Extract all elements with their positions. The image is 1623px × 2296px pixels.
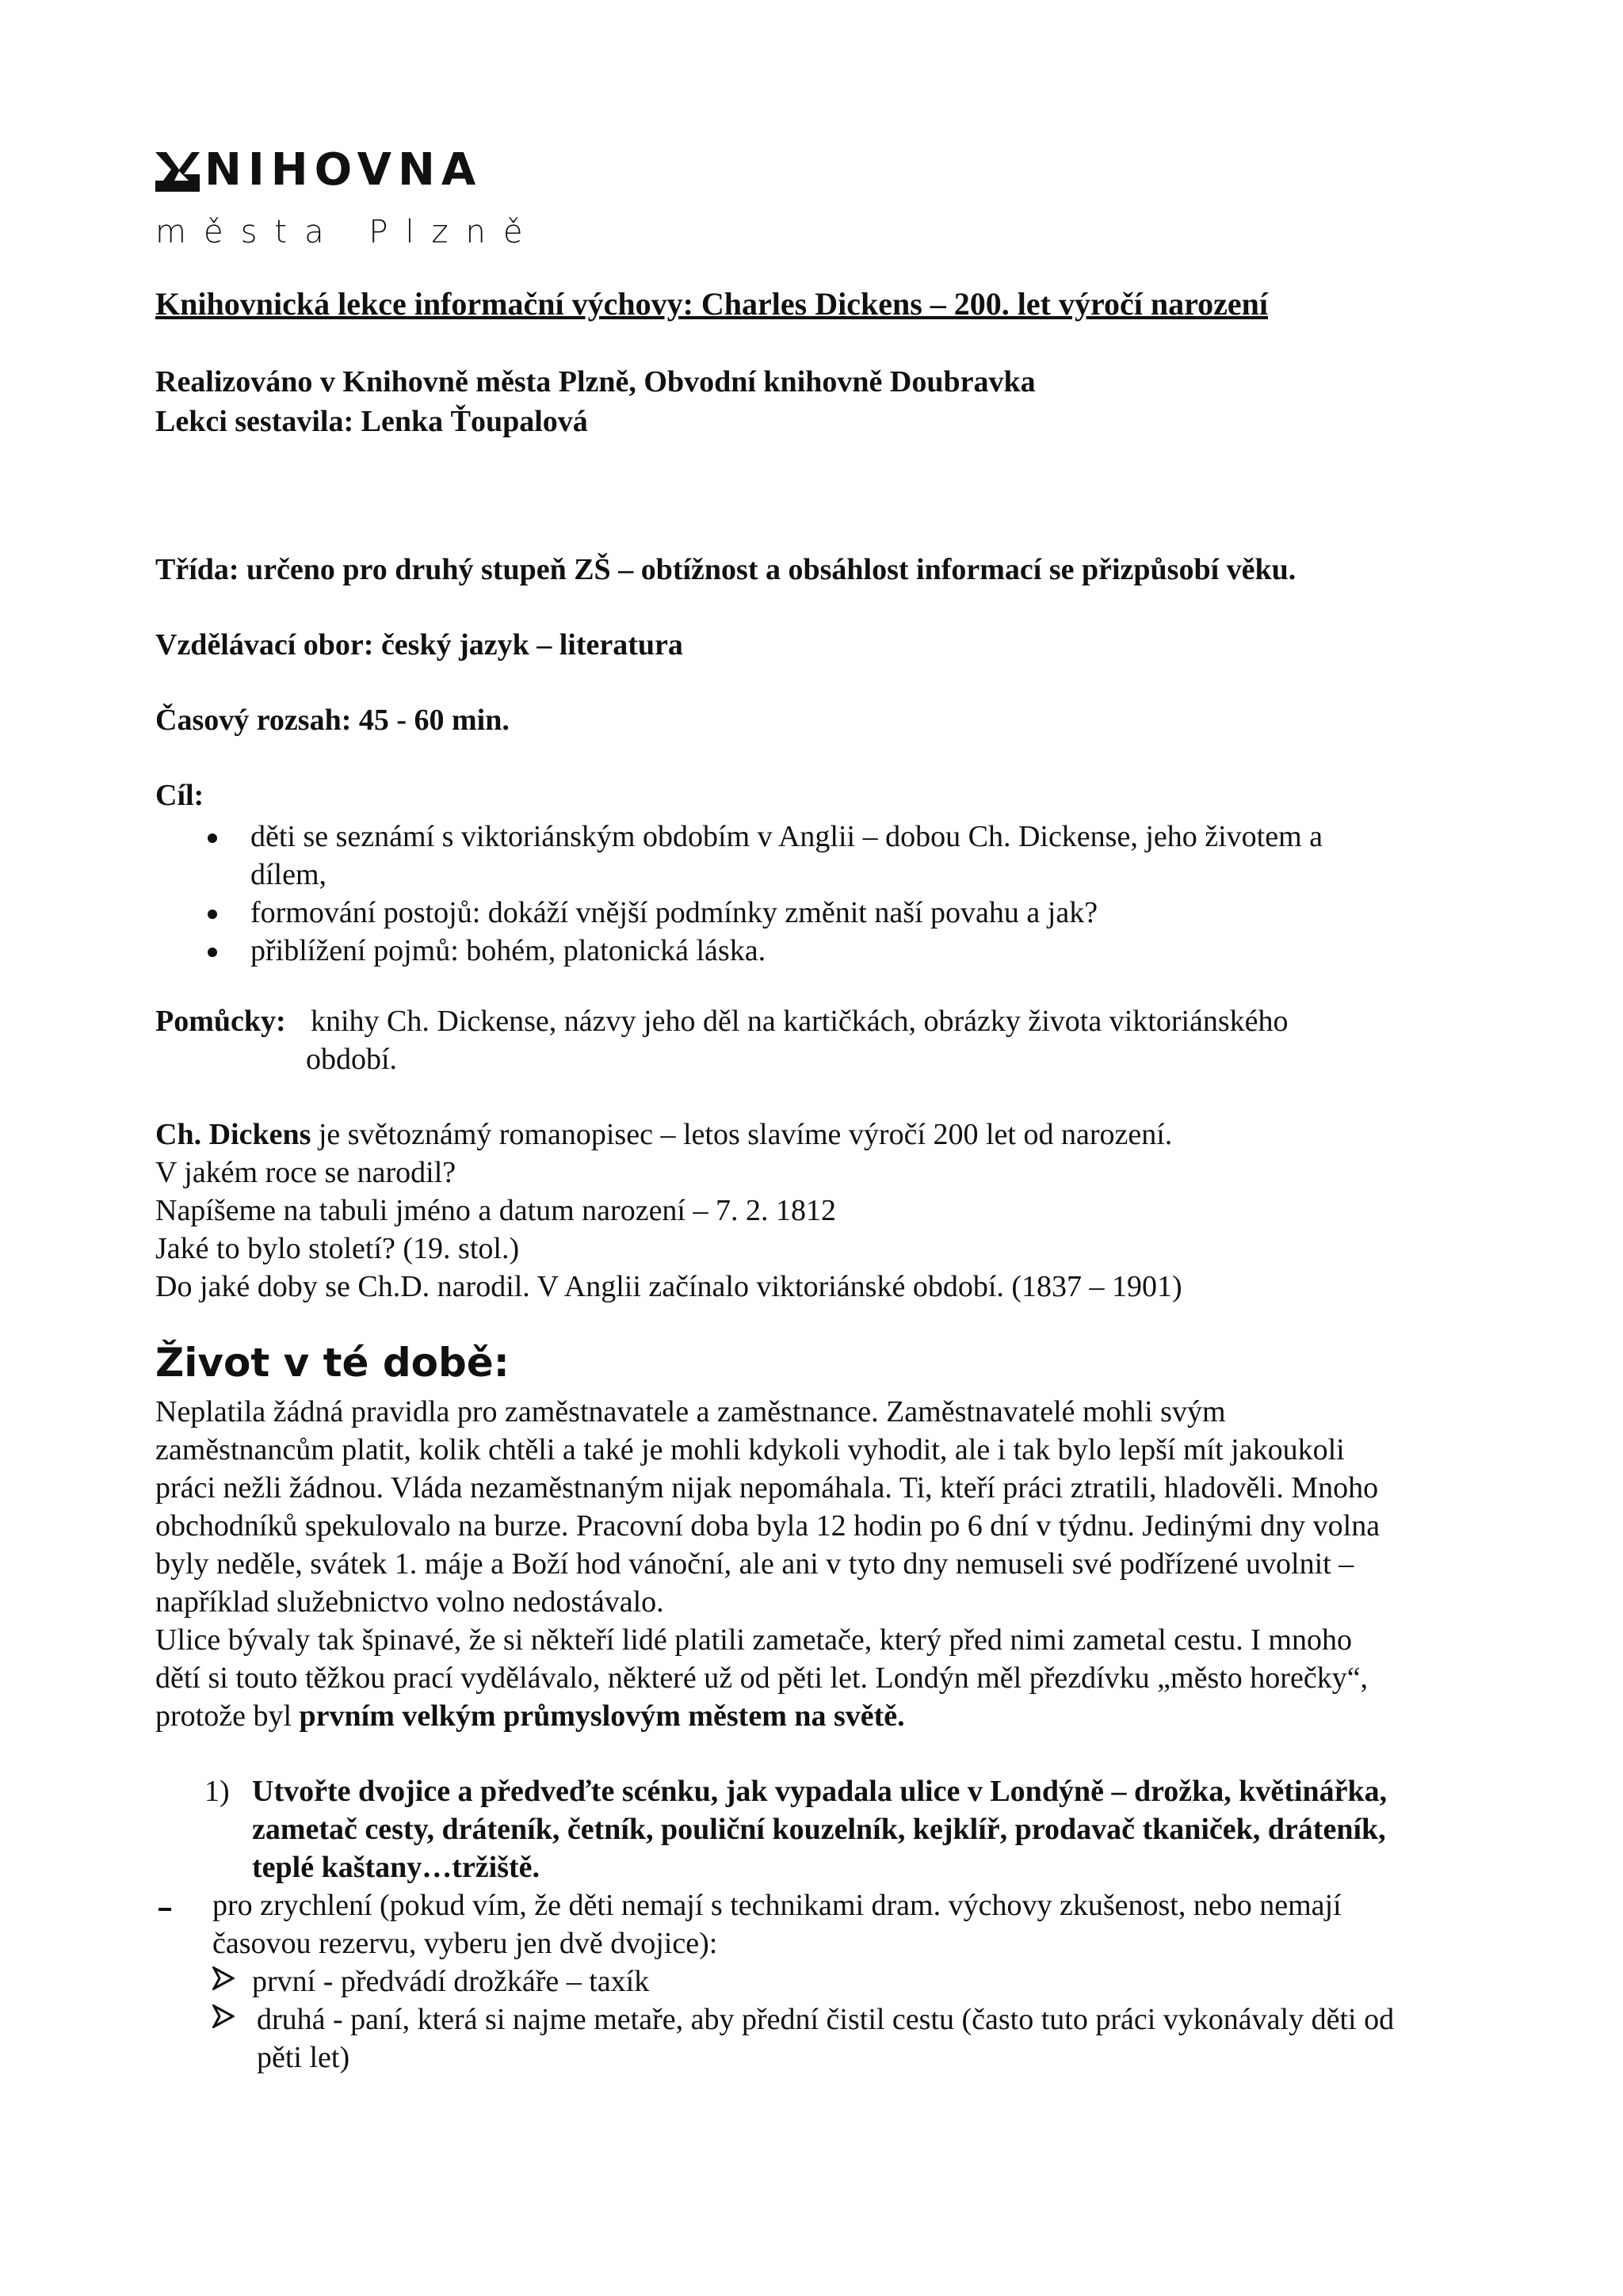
body-line-9-bold: prvním velkým průmyslovým městem na světě. <box>299 1699 905 1733</box>
logo-subtitle: města Plzně <box>155 214 540 250</box>
task-number: 1) <box>204 1775 230 1808</box>
meta-author: Lekci sestavila: Lenka Ťoupalová <box>155 405 588 438</box>
body-line-8: dětí si touto těžkou prací vydělávalo, některé už od pěti let. Londýn měl přezdívku „město horečky“, <box>155 1661 1369 1695</box>
goal-item-1-line-2: dílem, <box>250 858 327 891</box>
body-line-7: Ulice bývaly tak špinavé, že si někteří lidé platili zametače, který před nimi zametal cestu. I mnoho <box>155 1623 1352 1657</box>
arrow-bullet-icon <box>212 2004 235 2028</box>
intro-line-4: Jaké to bylo století? (19. stol.) <box>155 1232 520 1265</box>
aids-line-2: období. <box>306 1043 398 1076</box>
intro-name: Ch. Dickens <box>155 1118 311 1151</box>
task-line-1: Utvořte dvojice a předveďte scénku, jak vypadala ulice v Londýně – drožka, květinářka, <box>252 1775 1388 1808</box>
task-line-3: teplé kaštany…tržiště. <box>252 1851 540 1884</box>
body-line-5: byly neděle, svátek 1. máje a Boží hod vánoční, ale ani v tyto dny nemuseli své podřízené uvolnit – <box>155 1547 1354 1581</box>
task-line-2: zametač cesty, dráteník, četník, pouliční kouzelník, kejklíř, prodavač tkaniček, dráteník, <box>252 1813 1386 1846</box>
logo-word: NIHOVNA <box>204 144 483 196</box>
bullet-icon <box>208 833 217 843</box>
note-line-1: pro zrychlení (pokud vím, že děti nemají s technikami dram. výchovy zkušenost, nebo nemají <box>212 1889 1342 1922</box>
library-logo <box>155 144 567 254</box>
goal-item-2: formování postojů: dokáží vnější podmínky změnit naší povahu a jak? <box>250 896 1098 929</box>
note-arrow-item-2-line-1: druhá - paní, která si najme metaře, aby přední čistil cestu (často tuto práci vykonávaly děti od <box>257 2003 1395 2036</box>
intro-line-3: Napíšeme na tabuli jméno a datum narození – 7. 2. 1812 <box>155 1194 836 1227</box>
intro-line-1-rest: je světoznámý romanopisec – letos slavíme výročí 200 let od narození. <box>311 1118 1173 1151</box>
aids-line-1: knihy Ch. Dickense, názvy jeho děl na kartičkách, obrázky života viktoriánského <box>311 1005 1289 1038</box>
bullet-icon <box>208 948 217 957</box>
body-line-3: práci nežli žádnou. Vláda nezaměstnaným nijak nepomáhala. Ti, kteří práci ztratili, hladověli. Mnoho <box>155 1471 1379 1505</box>
intro-line-1 <box>155 1116 1172 1154</box>
info-subject: Vzdělávací obor: český jazyk – literatura <box>155 628 683 662</box>
body-line-9 <box>155 1697 905 1735</box>
note-arrow-item-2-line-2: pěti let) <box>257 2041 350 2074</box>
dash-icon <box>158 1908 171 1911</box>
intro-line-2: V jakém roce se narodil? <box>155 1156 456 1189</box>
body-line-4: obchodníků spekulovalo na burze. Pracovní doba byla 12 hodin po 6 dní v týdnu. Jedinými dny volna <box>155 1509 1381 1543</box>
body-line-1: Neplatila žádná pravidla pro zaměstnavatele a zaměstnance. Zaměstnavatelé mohli svým <box>155 1395 1226 1428</box>
intro-line-5: Do jaké doby se Ch.D. narodil. V Anglii začínalo viktoriánské období. (1837 – 1901) <box>155 1270 1182 1303</box>
meta-location: Realizováno v Knihovně města Plzně, Obvodní knihovně Doubravka <box>155 365 1036 399</box>
info-duration: Časový rozsah: 45 - 60 min. <box>155 704 510 737</box>
logo-k-mark-icon <box>155 152 200 192</box>
body-line-2: zaměstnancům platit, kolik chtěli a také je mohli kdykoli vyhodit, ale i tak bylo lepší mít jakoukoli <box>155 1433 1345 1466</box>
goal-item-3: přiblížení pojmů: bohém, platonická láska. <box>250 934 766 967</box>
aids-label: Pomůcky: <box>155 1005 286 1038</box>
bullet-icon <box>208 910 217 919</box>
info-class: Třída: určeno pro druhý stupeň ZŠ – obtížnost a obsáhlost informací se přizpůsobí věku. <box>155 553 1296 586</box>
body-line-9-start: protože byl <box>155 1699 300 1733</box>
info-goal-label: Cíl: <box>155 779 204 812</box>
body-line-6: například služebnictvo volno nedostávalo. <box>155 1585 664 1619</box>
note-line-2: časovou rezervu, vyberu jen dvě dvojice): <box>212 1927 718 1960</box>
note-arrow-item-1: první - předvádí drožkáře – taxík <box>252 1965 650 1998</box>
document-title: Knihovnická lekce informační výchovy: Charles Dickens – 200. let výročí narození <box>155 286 1269 322</box>
section-heading: Život v té době: <box>155 1340 510 1386</box>
arrow-bullet-icon <box>212 1966 235 1990</box>
goal-item-1-line-1: děti se seznámí s viktoriánským obdobím v Anglii – dobou Ch. Dickense, jeho životem a <box>250 820 1323 853</box>
